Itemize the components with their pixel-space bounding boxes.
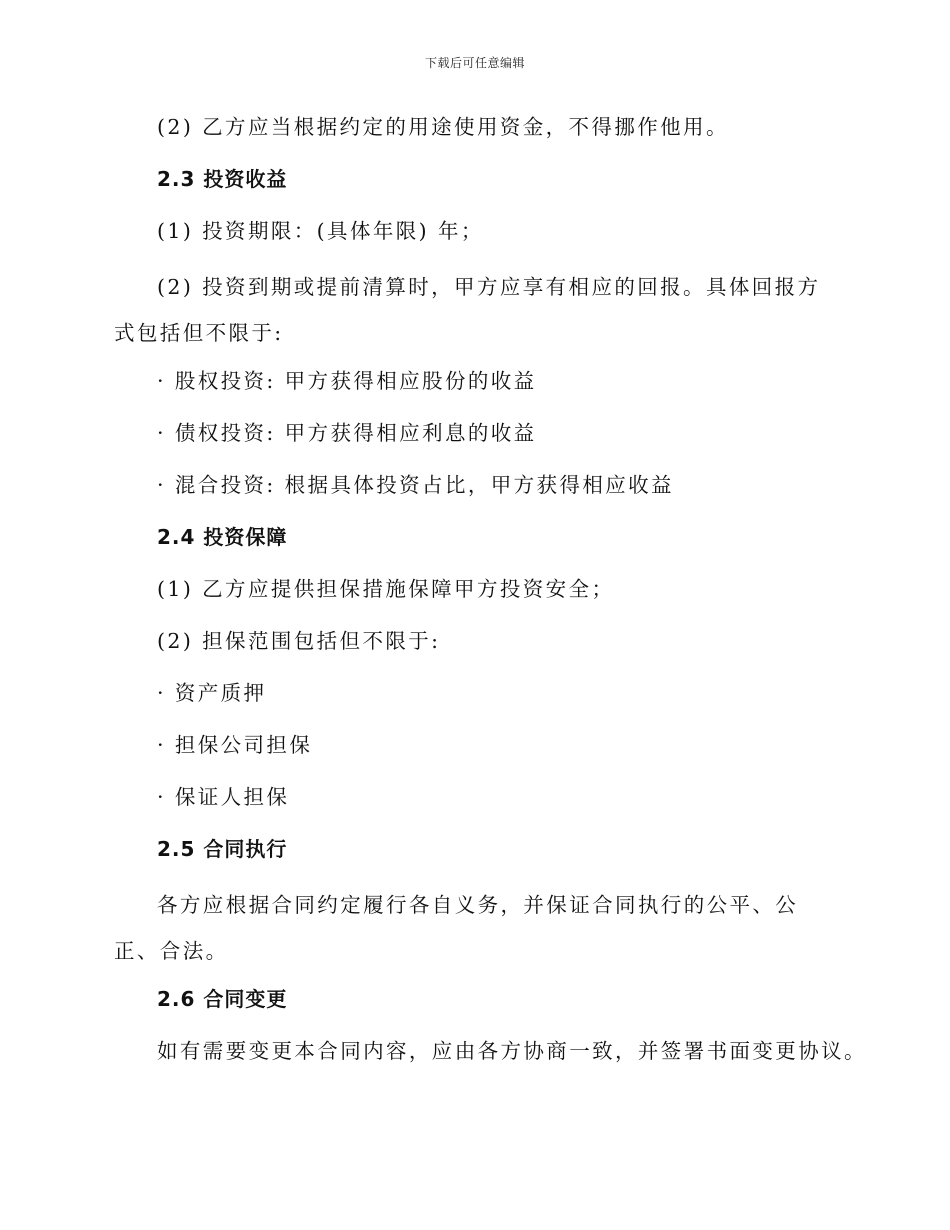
section-heading-2-6: 2.6 合同变更: [157, 987, 288, 1011]
paragraph-fund-usage: (2) 乙方应当根据约定的用途使用资金，不得挪作他用。: [157, 115, 729, 139]
bullet-equity-investment: · 股权投资: 甲方获得相应股份的收益: [157, 369, 537, 393]
paragraph-investment-return: (2) 投资到期或提前清算时，甲方应享有相应的回报。具体回报方式包括但不限于:: [114, 275, 821, 345]
paragraph-investment-term: (1) 投资期限：(具体年限) 年；: [157, 219, 484, 243]
bullet-guarantee-company: · 担保公司担保: [157, 733, 313, 757]
section-heading-2-5: 2.5 合同执行: [157, 837, 288, 861]
page-header: 下载后可任意编辑: [424, 56, 525, 70]
bullet-asset-pledge: · 资产质押: [157, 681, 267, 705]
bullet-debt-investment: · 债权投资: 甲方获得相应利息的收益: [157, 421, 537, 445]
bullet-guarantor: · 保证人担保: [157, 785, 290, 809]
paragraph-contract-execution: 各方应根据合同约定履行各自义务，并保证合同执行的公平、公正、合法。: [114, 893, 799, 963]
section-heading-2-3: 2.3 投资收益: [157, 167, 288, 191]
paragraph-guarantee-measures: (1) 乙方应提供担保措施保障甲方投资安全；: [157, 577, 615, 601]
paragraph-guarantee-scope: (2) 担保范围包括但不限于:: [157, 629, 441, 653]
paragraph-contract-change: 如有需要变更本合同内容，应由各方协商一致，并签署书面变更协议。: [157, 1039, 867, 1063]
bullet-mixed-investment: · 混合投资: 根据具体投资占比，甲方获得相应收益: [157, 473, 674, 497]
section-heading-2-4: 2.4 投资保障: [157, 525, 288, 549]
document-body: [114, 108, 867, 1084]
